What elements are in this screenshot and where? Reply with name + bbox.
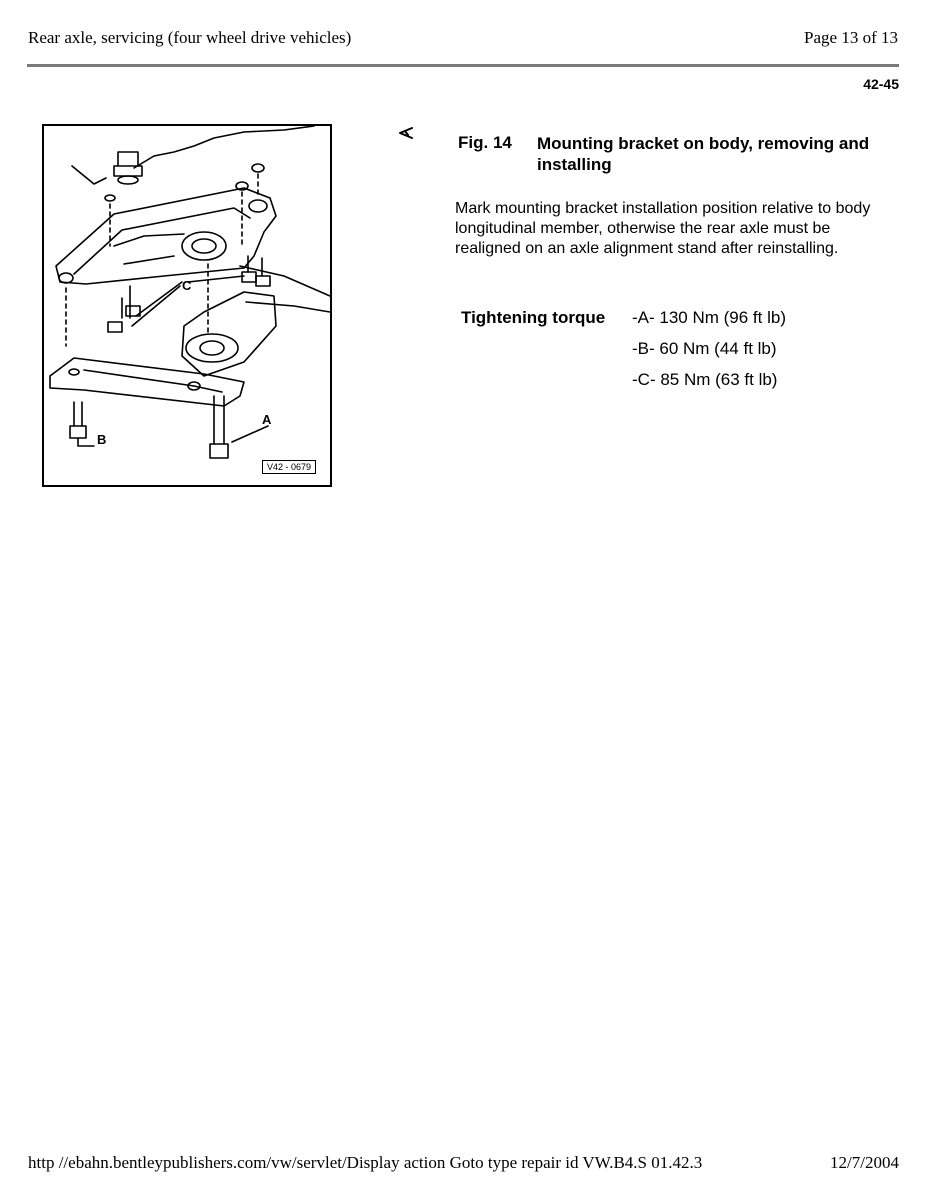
torque-value-b: -B- 60 Nm (44 ft lb) [632,339,777,358]
footer-date: 12/7/2004 [830,1153,899,1172]
torque-value-c: -C- 85 Nm (63 ft lb) [632,370,778,389]
footer-url: http //ebahn.bentleypublishers.com/vw/servlet/Display action Goto type repair id VW.B4.S 01.42.3 [28,1153,703,1172]
instruction-text: Mark mounting bracket installation position relative to body longitudinal member, otherwise the rear axle must be realigned on an axle alignment stand after reinstalling. [455,200,871,257]
stud-bolt [114,152,142,176]
figure-title: Mounting bracket on body, removing and installing [537,134,870,174]
figure-label-b: B [97,432,107,447]
section-code: 42-45 [863,76,899,92]
figure-illustration [42,124,332,487]
figure-label-a: A [262,412,272,427]
torque-value-a: -A- 130 Nm (96 ft lb) [632,308,786,327]
document-title: Rear axle, servicing (four wheel drive vehicles) [28,28,352,47]
bolt-a [214,396,224,444]
pointer-arrow-icon [398,126,414,145]
lower-bracket [50,358,244,406]
torque-label: Tightening torque [461,308,606,327]
upper-bracket [56,188,276,284]
bolt-b [74,402,82,426]
page-footer [28,1153,899,1173]
figure-label-c: C [182,278,192,293]
figure-number: Fig. 14 [458,133,512,152]
page-number: Page 13 of 13 [804,28,898,47]
header-divider [27,64,899,67]
body-outline [72,126,314,184]
axle-arm [240,266,330,312]
figure-code: V42 - 0679 [262,460,316,474]
